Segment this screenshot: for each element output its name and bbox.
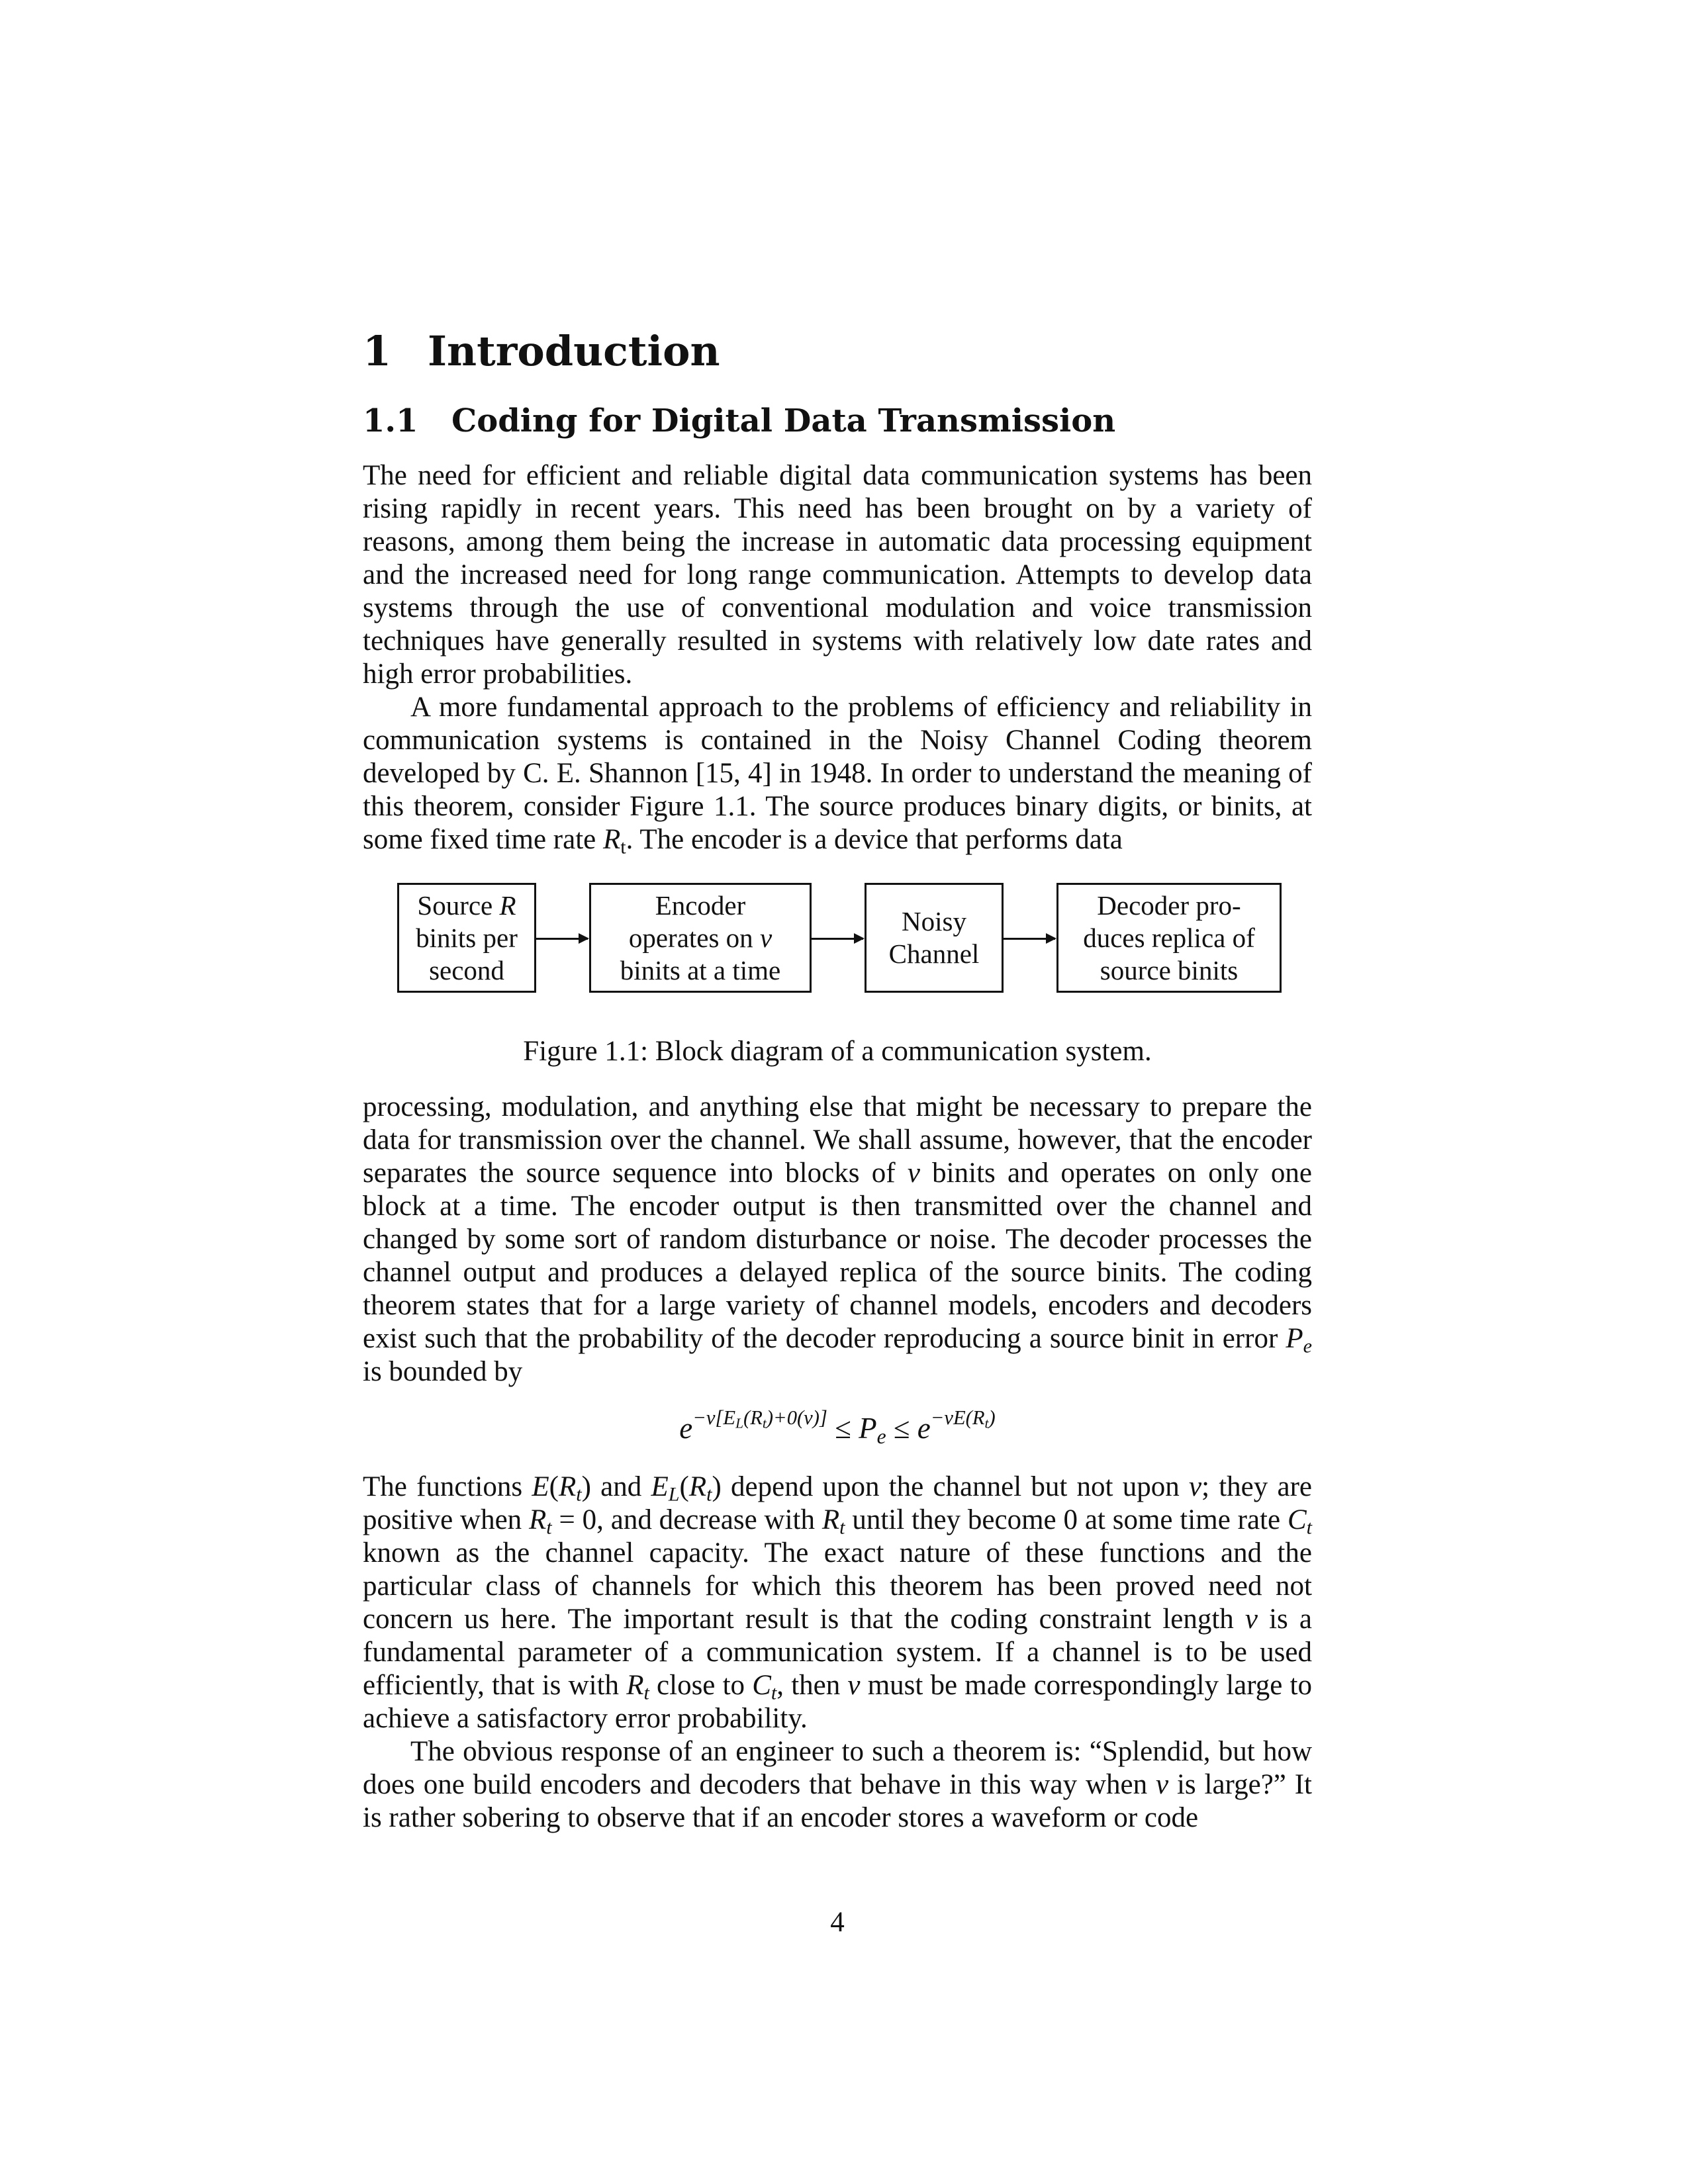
eq-e-left: e bbox=[679, 1412, 693, 1445]
p4-t12: , then bbox=[776, 1670, 848, 1701]
p4-R5: R bbox=[626, 1670, 644, 1701]
p4-nu2: ν bbox=[1244, 1604, 1258, 1635]
encoder-box bbox=[589, 883, 812, 993]
error-bound-equation bbox=[363, 1406, 1312, 1448]
sub-e: e bbox=[1303, 1334, 1312, 1357]
encoder-box-line1: Encoder bbox=[655, 889, 746, 921]
paragraph-3-text-b: binits and operates on only one block at a time. The encoder output is then transmitted over the channel and changed by some sort of random disturbance or noise. The decoder processes the channel output and produces a delayed replica of the source binits. The coding theorem states that for a large variety of channel models, encoders and decoders exist such that the probability of the decoder reproducing a source binit in error bbox=[363, 1158, 1312, 1354]
section-heading bbox=[363, 402, 1116, 439]
sub-t: t bbox=[620, 835, 626, 858]
p4-t9: known as the channel capacity. The exact nature of these functions and the particular class of channels for which this theorem has been proved need not concern us here. The important result is that the coding constraint length bbox=[363, 1537, 1312, 1635]
p4-sub-L: L bbox=[668, 1482, 680, 1506]
source-box-line2: binits per bbox=[416, 922, 518, 953]
body-text-middle bbox=[363, 1091, 1312, 1388]
decoder-box-line2: duces replica of bbox=[1083, 922, 1255, 953]
p4-sub-t1: t bbox=[576, 1482, 582, 1506]
figure-caption: Figure 1.1: Block diagram of a communication system. bbox=[523, 1036, 1152, 1067]
p4-R4: R bbox=[821, 1504, 840, 1535]
chapter-heading bbox=[363, 327, 720, 375]
p4-nu1: ν bbox=[1188, 1471, 1202, 1502]
p4-t10: is a fundamental parameter of a communication system. If a channel is to be used efficiently, that is with bbox=[363, 1604, 1312, 1701]
eq-exp-left-end: )+0(ν)] bbox=[766, 1406, 827, 1429]
p4-sub-t2: t bbox=[706, 1482, 712, 1506]
source-box-line1: Source bbox=[417, 889, 500, 921]
arrow-encoder-to-channel bbox=[812, 938, 863, 940]
p4-sub-t6: t bbox=[643, 1681, 649, 1704]
p4-t13: must be made correspondingly large to achieve a satisfactory error probability. bbox=[363, 1670, 1312, 1734]
eq-exp-left-sub: L bbox=[735, 1414, 744, 1431]
channel-box-line2: Channel bbox=[888, 938, 980, 969]
arrow-source-to-encoder bbox=[536, 938, 588, 940]
p4-t7: = 0, and decrease with bbox=[551, 1504, 822, 1535]
paragraph-3-text-c: is bounded by bbox=[363, 1356, 523, 1387]
p4-t11: close to bbox=[649, 1670, 753, 1701]
eq-exp-left-sub2: t bbox=[762, 1414, 767, 1431]
eq-P-sub: e bbox=[876, 1424, 886, 1448]
source-box-var: R bbox=[499, 889, 516, 921]
var-P: P bbox=[1286, 1323, 1303, 1354]
eq-exp-right: −νE(R bbox=[930, 1406, 985, 1429]
eq-rel2: ≤ bbox=[886, 1412, 917, 1445]
p4-C2: C bbox=[752, 1670, 771, 1701]
eq-exp-left-mid: (R bbox=[743, 1406, 763, 1429]
p4-paren1: ( bbox=[549, 1471, 559, 1502]
p4-paren2: ( bbox=[679, 1471, 689, 1502]
encoder-box-var: ν bbox=[759, 922, 773, 953]
paragraph-3-text-a: processing, modulation, and anything else that might be necessary to prepare the data for transmission over the channel. We shall assume, however, that the encoder separates the source sequence into blocks of bbox=[363, 1091, 1312, 1189]
arrow-channel-to-decoder bbox=[1004, 938, 1055, 940]
p4-sub-t5: t bbox=[1306, 1516, 1312, 1539]
chapter-title: Introduction bbox=[428, 327, 720, 375]
p4-t5: ) depend upon the channel but not upon bbox=[712, 1471, 1189, 1502]
eq-exp-right-end: ) bbox=[988, 1406, 996, 1429]
eq-exp-right-sub: t bbox=[984, 1414, 989, 1431]
paragraph-4 bbox=[363, 1471, 1312, 1735]
decoder-box-line1: Decoder pro- bbox=[1097, 889, 1241, 921]
p4-E1: E bbox=[532, 1471, 549, 1502]
paragraph-5-text-b: is large?” It is rather sobering to observe that if an encoder stores a waveform or code bbox=[363, 1769, 1312, 1833]
p4-sub-t7: t bbox=[771, 1681, 777, 1704]
encoder-box-line2: operates on bbox=[628, 922, 760, 953]
p4-C1: C bbox=[1287, 1504, 1307, 1535]
p4-E2: E bbox=[651, 1471, 669, 1502]
chapter-number: 1 bbox=[363, 327, 392, 375]
eq-P: P bbox=[859, 1412, 877, 1445]
p4-t1: The functions bbox=[363, 1471, 532, 1502]
paragraph-2 bbox=[363, 691, 1312, 856]
p4-t6: ; they are positive when bbox=[363, 1471, 1312, 1535]
p4-sub-t4: t bbox=[839, 1516, 845, 1539]
p4-R2: R bbox=[688, 1471, 707, 1502]
var-nu: ν bbox=[907, 1158, 920, 1189]
paragraph-2-text-b: . The encoder is a device that performs data bbox=[626, 824, 1123, 855]
eq-exp-left: −ν[E bbox=[692, 1406, 736, 1429]
channel-box-line1: Noisy bbox=[902, 906, 966, 936]
eq-e-right: e bbox=[917, 1412, 931, 1445]
eq-rel1: ≤ bbox=[827, 1412, 859, 1445]
encoder-box-line3: binits at a time bbox=[620, 954, 781, 985]
p4-R1: R bbox=[558, 1471, 577, 1502]
figure-block-diagram bbox=[397, 880, 1284, 999]
paragraph-5-text-a: The obvious response of an engineer to such a theorem is: “Splendid, but how does one build encoders and decoders that behave in this way when bbox=[363, 1736, 1312, 1800]
p4-R3: R bbox=[529, 1504, 547, 1535]
p4-t3: ) and bbox=[581, 1471, 651, 1502]
channel-box bbox=[865, 883, 1004, 993]
var-R: R bbox=[602, 824, 621, 855]
body-text-top bbox=[363, 459, 1312, 856]
decoder-box bbox=[1056, 883, 1282, 993]
decoder-box-line3: source binits bbox=[1100, 954, 1239, 985]
p4-t8: until they become 0 at some time rate bbox=[845, 1504, 1288, 1535]
section-number: 1.1 bbox=[363, 402, 418, 439]
section-title: Coding for Digital Data Transmission bbox=[451, 402, 1116, 439]
source-box bbox=[397, 883, 536, 993]
p5-nu: ν bbox=[1156, 1769, 1169, 1800]
page-number: 4 bbox=[830, 1907, 845, 1938]
paragraph-5 bbox=[363, 1735, 1312, 1835]
p4-nu3: ν bbox=[847, 1670, 861, 1701]
paragraph-2-text-a: A more fundamental approach to the problems of efficiency and reliability in communication systems is contained in the Noisy Channel Coding theorem developed by C. E. Shannon [15, 4] in 1948. In order to understand the meaning of this theorem, consider Figure 1.1. The source produces binary digits, or binits, at some fixed time rate bbox=[363, 692, 1312, 855]
p4-sub-t3: t bbox=[546, 1516, 552, 1539]
paragraph-3 bbox=[363, 1091, 1312, 1388]
paragraph-1: The need for efficient and reliable digital data communication systems has been rising rapidly in recent years. This need has been brought on by a variety of reasons, among them being the increase in automatic data processing equipment and the increased need for long range communication. Attempts to develop data systems through the use of conventional modulation and voice transmission techniques have generally resulted in systems with relatively low date rates and high error probabilities. bbox=[363, 460, 1312, 690]
body-text-bottom bbox=[363, 1471, 1312, 1835]
source-box-line3: second bbox=[429, 954, 504, 985]
